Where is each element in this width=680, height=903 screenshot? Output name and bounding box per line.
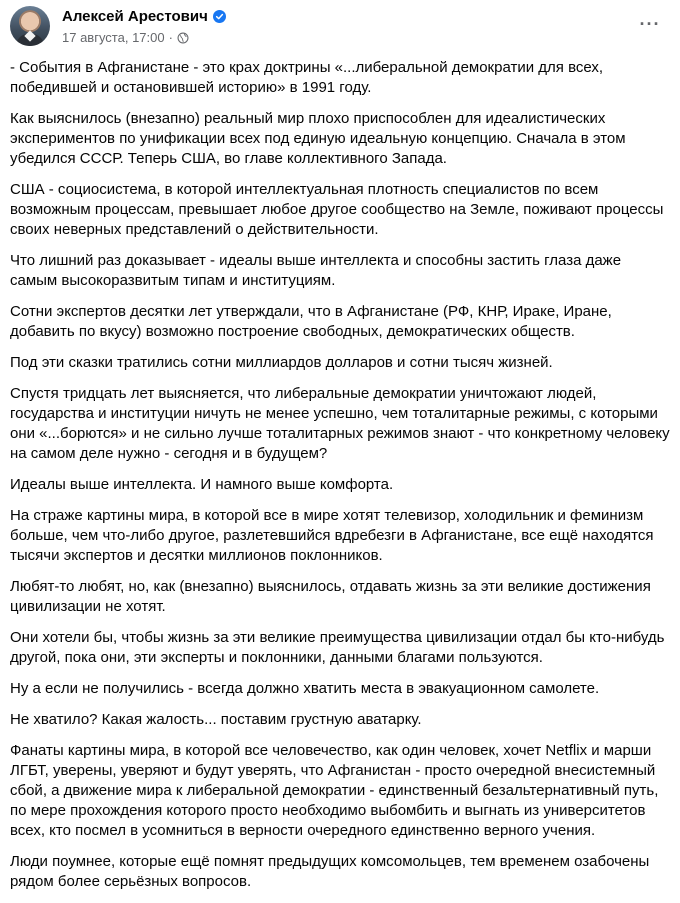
post-paragraph: Сотни экспертов десятки лет утверждали, что в Афганистане (РФ, КНР, Ираке, Иране, добавить по вкусу) возможно построение свободных, демократических обществ. bbox=[10, 303, 612, 340]
post-meta bbox=[62, 30, 189, 45]
author-avatar[interactable] bbox=[10, 6, 50, 46]
post-paragraph: Как выяснилось (внезапно) реальный мир плохо приспособлен для идеалистических экспериментов по унификации всех под единую идеальную концепцию. Сначала в этом убедился СССР. Теперь США, во главе коллективного Запада. bbox=[10, 110, 626, 167]
post-paragraph: - События в Афганистане - это крах доктрины «...либеральной демократии для всех, победившей и остановившей историю» в 1991 году. bbox=[10, 59, 604, 96]
post-paragraph: Любят-то любят, но, как (внезапно) выяснилось, отдавать жизнь за эти великие достижения цивилизации не хотят. bbox=[10, 578, 651, 615]
post-paragraph: На страже картины мира, в которой все в мире хотят телевизор, холодильник и феминизм больше, чем что-либо другое, разлетевшийся вдребезги в Афганистане, все ещё находятся тысячи экспертов и десятки миллионов поклонников. bbox=[10, 507, 654, 564]
meta-separator: · bbox=[168, 30, 173, 45]
globe-icon bbox=[177, 32, 189, 44]
author-name[interactable]: Алексей Арестович bbox=[62, 8, 208, 25]
post-text bbox=[10, 58, 670, 903]
verified-badge-icon bbox=[213, 10, 226, 23]
more-options-icon[interactable]: ··· bbox=[639, 13, 661, 34]
post-paragraph: Ну а если не получились - всегда должно хватить места в эвакуационном самолете. bbox=[10, 680, 600, 697]
post-header bbox=[10, 4, 670, 52]
post-date[interactable]: 17 августа, 17:00 bbox=[62, 30, 165, 45]
post-paragraph: Что лишний раз доказывает - идеалы выше интеллекта и способны застить глаза даже самым высокоразвитым типам и институциям. bbox=[10, 252, 622, 289]
post-paragraph: Фанаты картины мира, в которой все человечество, как один человек, хочет Netflix и марши ЛГБТ, уверены, уверяют и будут уверять, что Афганистан - просто очередной внесистемный сбой, а движение мира к либеральной демократии - единственный безальтернативный путь, по мере прохождения которого просто необходимо выбомбить и выгнать из университетов всех, кто посмел в усомниться в верности очередного единственно верного учения. bbox=[10, 742, 659, 839]
post-paragraph: Под эти сказки тратились сотни миллиардов долларов и сотни тысяч жизней. bbox=[10, 354, 553, 371]
post-paragraph: Люди поумнее, которые ещё помнят предыдущих комсомольцев, тем временем озабочены рядом более серьёзных вопросов. bbox=[10, 853, 650, 890]
post-paragraph: Не хватило? Какая жалость... поставим грустную аватарку. bbox=[10, 711, 422, 728]
post-paragraph: США - социосистема, в которой интеллектуальная плотность специалистов по всем возможным процессам, превышает любое другое сообщество на Земле, поживают процессы своих неверных представлений о действительности. bbox=[10, 181, 664, 238]
author-name-row bbox=[62, 8, 226, 25]
post-paragraph: Идеалы выше интеллекта. И намного выше комфорта. bbox=[10, 476, 394, 493]
post-paragraph: Они хотели бы, чтобы жизнь за эти великие преимущества цивилизации отдал бы кто-нибудь другой, пока они, эти эксперты и поклонники, данными благами пользуются. bbox=[10, 629, 665, 666]
post-paragraph: Спустя тридцать лет выясняется, что либеральные демократии уничтожают людей, государства и институции ничуть не менее успешно, чем тоталитарные режимы, с которыми они «...борются» и не сильно лучше тоталитарных режимов знают - что конкретному человеку на самом деле нужно - сегодня и в будущем? bbox=[10, 385, 670, 462]
